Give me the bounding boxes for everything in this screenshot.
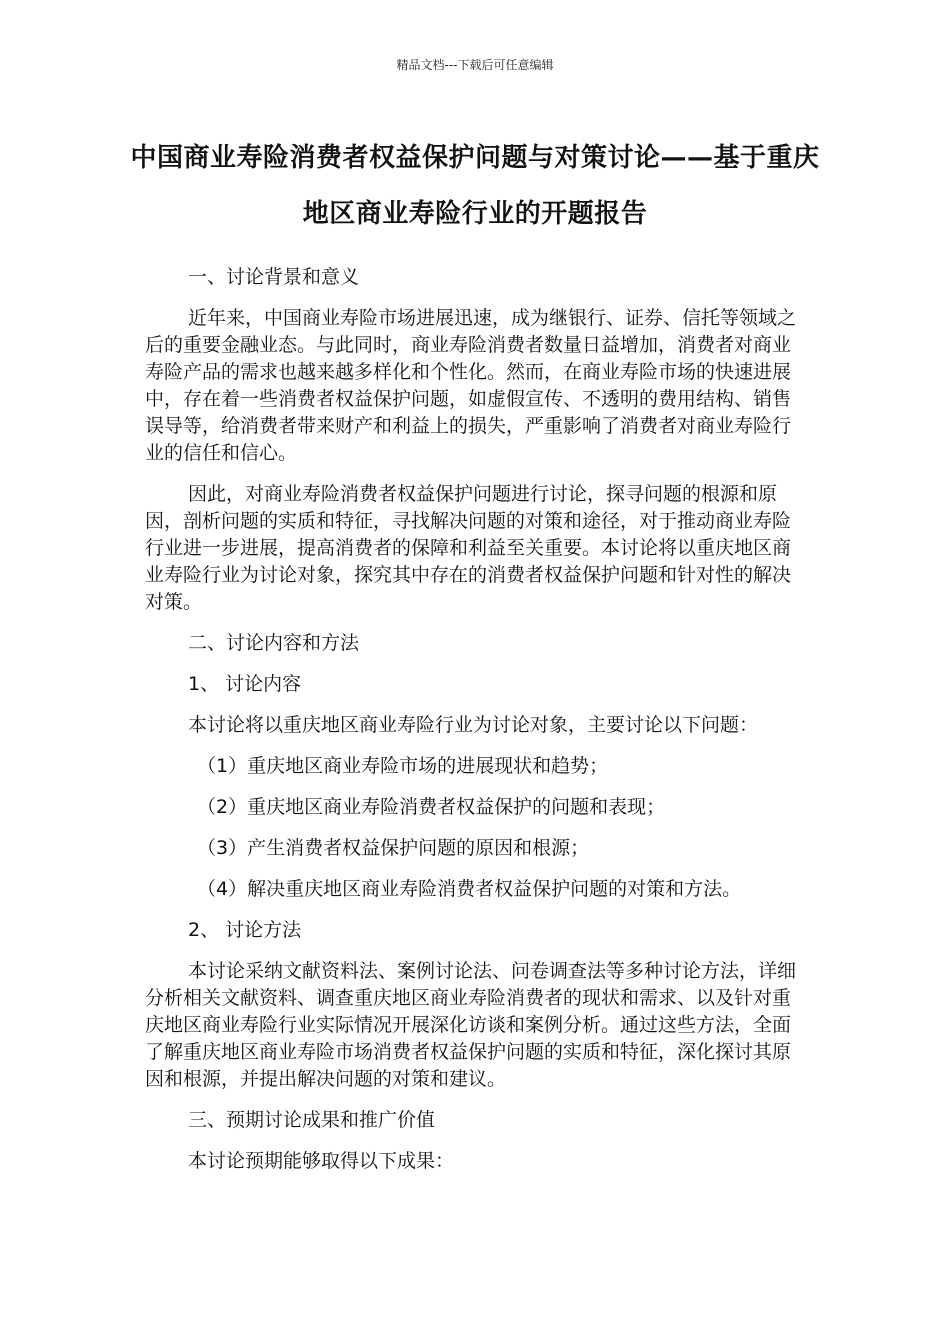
list-item: （4）解决重庆地区商业寿险消费者权益保护问题的对策和方法。 (197, 878, 742, 900)
section-heading-3: 三、预期讨论成果和推广价值 (188, 1109, 436, 1131)
body-paragraph: 本讨论预期能够取得以下成果： (188, 1150, 455, 1172)
page-header: 精品文档---下载后可任意编辑 (396, 58, 554, 72)
list-item: （1）重庆地区商业寿险市场的进展现状和趋势； (197, 755, 609, 777)
body-paragraph: 近年来，中国商业寿险市场进展迅速，成为继银行、证券、信托等领域之后的重要金融业态。与此同时，商业寿险消费者数量日益增加，消费者对商业寿险产品的需求也越来越多样化和个性化。然而，在商业寿险市场的快速进展中，存在着一些消费者权益保护问题，如虚假宣传、不透明的费用结构、销售误导等，给消费者带来财产和利益上的损失，严重影响了消费者对商业寿险行业的信任和信心。 (145, 307, 797, 464)
section-heading-2: 二、讨论内容和方法 (188, 632, 360, 654)
body-paragraph: 本讨论将以重庆地区商业寿险行业为讨论对象，主要讨论以下问题： (188, 714, 759, 736)
body-paragraph: 因此，对商业寿险消费者权益保护问题进行讨论，探寻问题的根源和原因，剖析问题的实质和特征，寻找解决问题的对策和途径，对于推动商业寿险行业进一步进展，提高消费者的保障和利益至关重要。本讨论将以重庆地区商业寿险行业为讨论对象，探究其中存在的消费者权益保护问题和针对性的解决对策。 (145, 483, 792, 613)
section-heading-1: 一、讨论背景和意义 (188, 266, 360, 288)
list-item: （3）产生消费者权益保护问题的原因和根源； (197, 837, 590, 859)
subsection-heading: 1、 讨论内容 (188, 673, 302, 695)
list-item: （2）重庆地区商业寿险消费者权益保护的问题和表现； (197, 796, 666, 818)
subsection-heading: 2、 讨论方法 (188, 919, 302, 941)
body-paragraph: 本讨论采纳文献资料法、案例讨论法、问卷调查法等多种讨论方法，详细分析相关文献资料、调查重庆地区商业寿险消费者的现状和需求、以及针对重庆地区商业寿险行业实际情况开展深化访谈和案例分析。通过这些方法，全面了解重庆地区商业寿险市场消费者权益保护问题的实质和特征，深化探讨其原因和根源，并提出解决问题的对策和建议。 (145, 960, 797, 1090)
document-title: 中国商业寿险消费者权益保护问题与对策讨论——基于重庆地区商业寿险行业的开题报告 (130, 143, 820, 229)
document-body (145, 264, 805, 1189)
